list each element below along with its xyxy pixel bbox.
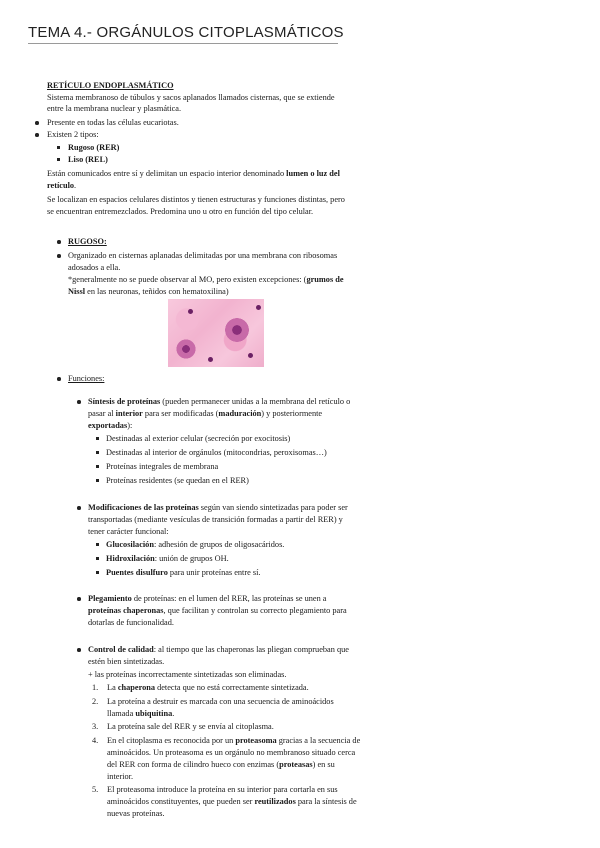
text-run: de proteínas: en el lumen del RER, las proteínas se unen a: [131, 594, 327, 603]
text-run: ):: [127, 421, 133, 430]
plegamiento-line-2: [88, 605, 347, 616]
section-heading: RETÍCULO ENDOPLASMÁTICO: [47, 81, 174, 90]
control-step-5-line-3: nuevas proteínas.: [107, 809, 165, 818]
text-run-bold: exportadas: [88, 421, 128, 430]
square-bullet: [96, 465, 99, 468]
text-run: , que facilitan y controlan su correcto plegamiento para: [163, 606, 347, 615]
text-run-bold: Hidroxilación: [106, 554, 155, 563]
sintesis-item: Proteínas integrales de membrana: [106, 462, 219, 471]
text-run: La: [107, 683, 118, 692]
intro-bullet-1: Presente en todas las células eucariotas.: [47, 118, 179, 127]
control-step-4-line-2: aminoácidos. Un proteasoma es un orgánulo no membranoso situado cerca: [107, 748, 356, 757]
step-number: 5.: [92, 785, 99, 794]
step-number: 3.: [92, 722, 99, 731]
text-run: .: [74, 181, 77, 190]
square-bullet: [96, 437, 99, 440]
intro-line-1: Sistema membranoso de túbulos y sacos aplanados llamados cisternas, que se extiende: [47, 93, 335, 102]
sintesis-line-1: [88, 396, 350, 407]
rugoso-note-line-1: [68, 274, 344, 285]
control-line-2: estén bien sintetizadas.: [88, 657, 165, 666]
square-bullet: [96, 451, 99, 454]
control-step-1: [107, 682, 309, 693]
control-step-3: La proteína sale del RER y se envía al citoplasma.: [107, 722, 274, 731]
type-rugoso: Rugoso (RER): [68, 143, 120, 152]
square-bullet: [96, 571, 99, 574]
text-run: : unión de grupos OH.: [154, 554, 229, 563]
bullet-dot: [35, 121, 39, 125]
text-run: *generalmente no se puede observar al MO, pero existen excepciones: (: [68, 275, 307, 284]
text-run-bold: Nissl: [68, 287, 86, 296]
step-number: 1.: [92, 683, 99, 692]
nucleus-spot: [188, 309, 193, 314]
text-run-bold: Control de calidad: [88, 645, 154, 654]
control-step-5: El proteasoma introduce la proteína en su interior para cortarla en sus: [107, 785, 338, 794]
bullet-dot: [77, 597, 81, 601]
text-run-bold: lumen o luz del: [286, 169, 340, 178]
bullet-dot: [77, 400, 81, 404]
control-plus-line: + las proteínas incorrectamente sintetizadas son eliminadas.: [88, 670, 287, 679]
text-run-bold: proteínas chaperonas: [88, 606, 164, 615]
modif-line-1: [88, 502, 348, 513]
intro-comm-line-2: [47, 180, 76, 191]
rugoso-heading: RUGOSO:: [68, 237, 107, 246]
intro-loc-line-1: Se localizan en espacios celulares distintos y tienen estructuras y funciones distintas, pero: [47, 195, 345, 204]
control-step-4-line-3: [107, 759, 335, 770]
intro-line-2: entre la membrana nuclear y plasmática.: [47, 104, 182, 113]
control-step-2-line-2: [107, 708, 174, 719]
text-run-bold: Puentes disulfuro: [106, 568, 168, 577]
text-run-bold: retículo: [47, 181, 75, 190]
text-run-bold: proteasoma: [235, 736, 277, 745]
sintesis-line-3: [88, 420, 132, 431]
nucleus-spot: [248, 353, 253, 358]
square-bullet: [96, 557, 99, 560]
funciones-heading: Funciones:: [68, 374, 105, 383]
text-run: aminoácidos constituyentes, que pueden ser: [107, 797, 255, 806]
intro-bullet-2: Existen 2 tipos:: [47, 130, 99, 139]
text-run: .: [172, 709, 175, 718]
sintesis-item: Destinadas al interior de orgánulos (mitocondrias, peroxisomas…): [106, 448, 327, 457]
bullet-dot: [77, 506, 81, 510]
control-step-4-line-4: interior.: [107, 772, 134, 781]
text-run-bold: Modificaciones de las proteínas: [88, 503, 199, 512]
bullet-dot: [35, 133, 39, 137]
modif-item: [106, 567, 260, 578]
nucleus-spot: [256, 305, 261, 310]
text-run-bold: interior: [115, 409, 143, 418]
text-run: detecta que no está correctamente sintetizada.: [155, 683, 309, 692]
text-run: En el citoplasma es reconocida por un: [107, 736, 236, 745]
control-line-1: [88, 644, 349, 655]
title-underline: [28, 43, 338, 44]
text-run: del RER con forma de cilindro hueco con enzimas (: [107, 760, 280, 769]
text-run-bold: proteasas: [279, 760, 313, 769]
modif-line-2: transportadas (mediante vesículas de transición formadas a partir del RER) y: [88, 515, 343, 524]
control-step-4: [107, 735, 360, 746]
text-run-bold: Glucosilación: [106, 540, 154, 549]
nucleus-spot: [208, 357, 213, 362]
text-run-bold: ubiquitina: [135, 709, 173, 718]
text-run: para la síntesis de: [295, 797, 357, 806]
square-bullet: [96, 543, 99, 546]
square-bullet: [57, 146, 60, 149]
text-run: llamada: [107, 709, 136, 718]
text-run-bold: Plegamiento: [88, 594, 132, 603]
text-run: según van siendo sintetizadas para poder ser: [198, 503, 348, 512]
text-run-bold: grumos de: [306, 275, 344, 284]
text-run: ) y posteriormente: [261, 409, 323, 418]
square-bullet: [57, 158, 60, 161]
control-step-5-line-2: [107, 796, 357, 807]
text-run: Están comunicados entre sí y delimitan un espacio interior denominado: [47, 169, 287, 178]
text-run: pasar al: [88, 409, 116, 418]
text-run-bold: reutilizados: [254, 797, 296, 806]
rugoso-line-2: adosados a ella.: [68, 263, 121, 272]
modif-line-3: tener carácter funcional:: [88, 527, 169, 536]
rugoso-line-1: Organizado en cisternas aplanadas delimitadas por una membrana con ribosomas: [68, 251, 338, 260]
bullet-dot: [57, 240, 61, 244]
plegamiento-line-1: [88, 593, 326, 604]
sintesis-item: Proteínas residentes (se quedan en el RER): [106, 476, 249, 485]
bullet-dot: [57, 254, 61, 258]
bullet-dot: [77, 648, 81, 652]
sintesis-line-2: [88, 408, 322, 419]
text-run-bold: Síntesis de proteínas: [88, 397, 161, 406]
step-number: 4.: [92, 736, 99, 745]
plegamiento-line-3: dotarlas de funcionalidad.: [88, 618, 174, 627]
text-run: para unir proteínas entre sí.: [167, 568, 261, 577]
intro-loc-line-2: se encuentran entremezclados. Predomina uno u otro en función del tipo celular.: [47, 207, 314, 216]
page-title: TEMA 4.- ORGÁNULOS CITOPLASMÁTICOS: [28, 24, 344, 41]
sintesis-item: Destinadas al exterior celular (secreción por exocitosis): [106, 434, 291, 443]
text-run: (pueden permanecer unidas a la membrana del retículo o: [160, 397, 351, 406]
square-bullet: [96, 479, 99, 482]
step-number: 2.: [92, 697, 99, 706]
text-run-bold: maduración: [218, 409, 262, 418]
text-run: ) en su: [312, 760, 335, 769]
neuron-cell: [172, 339, 200, 359]
intro-comm-line-1: [47, 168, 340, 179]
bullet-dot: [57, 377, 61, 381]
rugoso-note-line-2: [68, 286, 229, 297]
modif-item: [106, 553, 229, 564]
nissl-micrograph-image: [168, 299, 264, 367]
text-run: en las neuronas, teñidos con hematoxilina): [85, 287, 229, 296]
neuron-cell: [220, 317, 254, 343]
text-run-bold: chaperona: [117, 683, 156, 692]
type-liso: Liso (REL): [68, 155, 108, 164]
text-run: gracias a la secuencia de: [276, 736, 361, 745]
control-step-2: La proteína a destruir es marcada con una secuencia de aminoácidos: [107, 697, 334, 706]
text-run: para ser modificadas (: [142, 409, 219, 418]
text-run: : adhesión de grupos de oligosacáridos.: [153, 540, 285, 549]
text-run: : al tiempo que las chaperonas las pliegan comprueban que: [153, 645, 349, 654]
modif-item: [106, 539, 284, 550]
